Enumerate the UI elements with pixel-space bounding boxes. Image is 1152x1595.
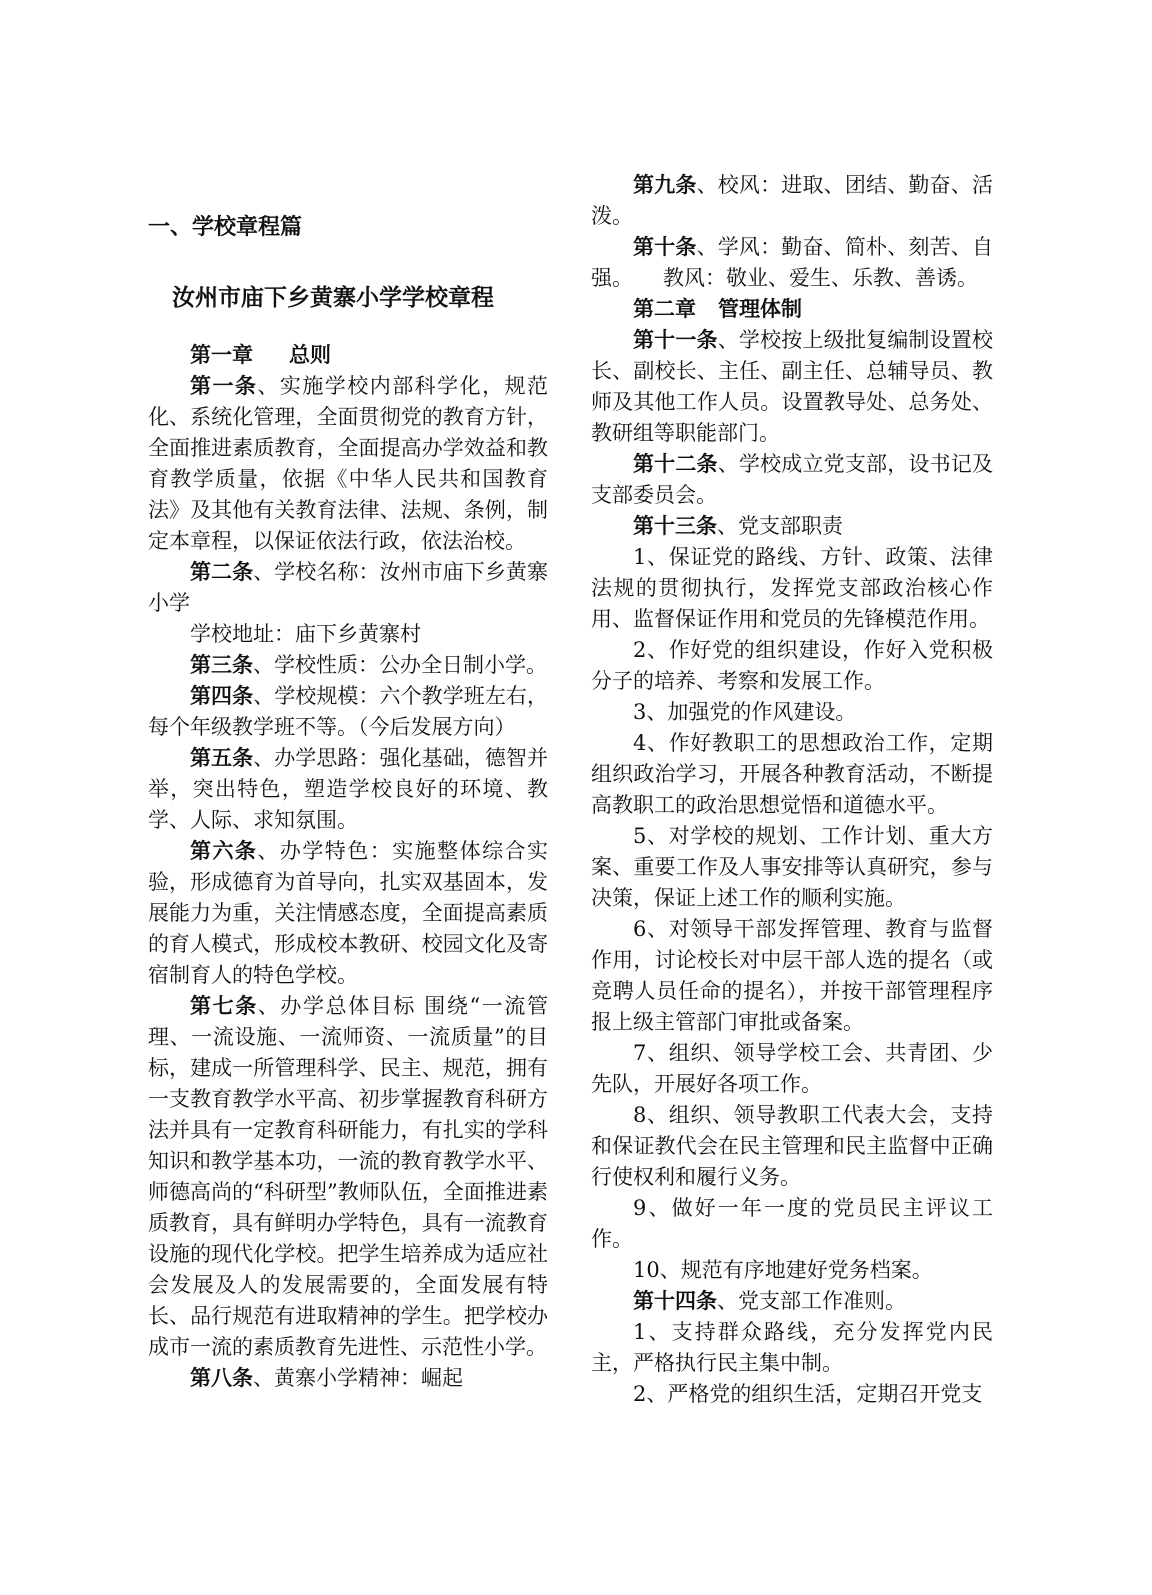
list-item: 4、作好教职工的思想政治工作，定期组织政治学习，开展各种教育活动，不断提高教职工的政治思想觉悟和道德水平。 bbox=[591, 731, 993, 817]
article-text: 、党支部工作准则。 bbox=[717, 1289, 906, 1313]
article-label: 第九条 bbox=[633, 173, 697, 197]
chapter-label: 第一章 bbox=[190, 343, 253, 367]
article-text: 、学校性质：公办全日制小学。 bbox=[253, 653, 547, 677]
article-label: 第四条 bbox=[190, 684, 254, 708]
list-item: 8、组织、领导教职工代表大会，支持和保证教代会在民主管理和民主监督中正确行使权利和履行义务。 bbox=[591, 1103, 993, 1189]
article-text: 、学校按上级批复编制设置校长、副校长、主任、副主任、总辅导员、教师及其他工作人员。设置教导处、总务处、教研组等职能部门。 bbox=[591, 328, 993, 445]
article bbox=[591, 449, 993, 511]
list-item: 9、做好一年一度的党员民主评议工作。 bbox=[591, 1196, 993, 1251]
list-item: 3、加强党的作风建设。 bbox=[633, 700, 857, 724]
article-text: 、实施学校内部科学化，规范化、系统化管理，全面贯彻党的教育方针，全面推进素质教育，全面提高办学效益和教育教学质量，依据《中华人民共和国教育法》及其他有关教育法律、法规、条例，制定本章程，以保证依法行政，依法治校。 bbox=[148, 374, 549, 553]
article-label: 第六条 bbox=[190, 839, 258, 863]
article-text: 、黄寨小学精神：崛起 bbox=[253, 1366, 463, 1390]
article-text: 、办学特色：实施整体综合实验，形成德育为首导向，扎实双基固本，发展能力为重，关注情感态度，全面提高素质的育人模式，形成校本教研、校园文化及寄宿制育人的特色学校。 bbox=[148, 839, 549, 987]
chapter-name: 总则 bbox=[289, 343, 331, 367]
article bbox=[148, 650, 548, 681]
article bbox=[591, 170, 993, 232]
article-label: 第十一条 bbox=[633, 328, 718, 352]
article bbox=[148, 557, 548, 619]
article bbox=[148, 991, 548, 1363]
article-label: 第八条 bbox=[190, 1366, 253, 1390]
article-label: 第十四条 bbox=[633, 1289, 717, 1313]
article bbox=[591, 511, 993, 542]
article-text: 、办学思路：强化基础，德智并举，突出特色，塑造学校良好的环境、教学、人际、求知氛围。 bbox=[148, 746, 548, 832]
document-title: 汝州市庙下乡黄寨小学学校章程 bbox=[172, 285, 494, 311]
article-label: 第十二条 bbox=[633, 452, 718, 476]
list-item: 2、作好党的组织建设，作好入党积极分子的培养、考察和发展工作。 bbox=[591, 638, 993, 693]
article-text: 、党支部职责 bbox=[717, 514, 843, 538]
article-label: 第十三条 bbox=[633, 514, 717, 538]
article bbox=[148, 836, 548, 991]
list-item: 6、对领导干部发挥管理、教育与监督作用，讨论校长对中层干部人选的提名（或竞聘人员任命的提名），并按干部管理程序报上级主管部门审批或备案。 bbox=[591, 917, 993, 1034]
article-text: 、校风：进取、团结、勤奋、活泼。 bbox=[591, 173, 993, 228]
section-title: 一、学校章程篇 bbox=[148, 215, 303, 240]
article-label: 第三条 bbox=[190, 653, 253, 677]
article-text: 、学校名称：汝州市庙下乡黄寨小学 bbox=[148, 560, 548, 615]
list-item: 1、保证党的路线、方针、政策、法律法规的贯彻执行，发挥党支部政治核心作用、监督保证作用和党员的先锋模范作用。 bbox=[591, 545, 993, 631]
list-item: 5、对学校的规划、工作计划、重大方案、重要工作及人事安排等认真研究，参与决策，保证上述工作的顺利实施。 bbox=[591, 824, 993, 910]
left-column bbox=[148, 170, 548, 1394]
list-item: 10、规范有序地建好党务档案。 bbox=[633, 1258, 933, 1282]
list-item: 1、支持群众路线，充分发挥党内民主，严格执行民主集中制。 bbox=[591, 1320, 993, 1375]
article bbox=[591, 325, 993, 449]
article bbox=[148, 743, 548, 836]
article bbox=[591, 232, 993, 294]
article-label: 第五条 bbox=[190, 746, 254, 770]
article bbox=[591, 1286, 993, 1317]
article-text: 、学校规模：六个教学班左右，每个年级教学班不等。（今后发展方向） bbox=[148, 684, 548, 739]
article bbox=[148, 681, 548, 743]
article-label: 第二条 bbox=[190, 560, 254, 584]
article bbox=[148, 1363, 548, 1394]
chapter-heading bbox=[190, 340, 548, 371]
list-item: 2、严格党的组织生活，定期召开党支 bbox=[633, 1382, 983, 1406]
teaching-style: 教风：敬业、爱生、乐教、善诱。 bbox=[663, 266, 978, 290]
school-address: 学校地址：庙下乡黄寨村 bbox=[190, 622, 421, 646]
article-text: 、办学总体目标 围绕“一流管理、一流设施、一流师资、一流质量”的目标，建成一所管理科学、民主、规范，拥有一支教育教学水平高、初步掌握教育科研方法并具有一定教育科研能力，有扎实的学科知识和教学基本功，一流的教育教学水平、师德高尚的“科研型”教师队伍，全面推进素质教育，具有鲜明办学特色，具有一流教育设施的现代化学校。把学生培养成为适应社会发展及人的发展需要的，全面发展有特长、品行规范有进取精神的学生。把学校办成市一流的素质教育先进性、示范性小学。 bbox=[148, 994, 548, 1359]
chapter-heading bbox=[633, 294, 993, 325]
article-label: 第七条 bbox=[190, 994, 258, 1018]
article-text: 、学校成立党支部，设书记及支部委员会。 bbox=[591, 452, 993, 507]
article-text: 、学风：勤奋、简朴、刻苦、自强。 bbox=[591, 235, 993, 290]
article-label: 第一条 bbox=[190, 374, 258, 398]
right-column bbox=[591, 170, 993, 1410]
list-item: 7、组织、领导学校工会、共青团、少先队，开展好各项工作。 bbox=[591, 1041, 993, 1096]
chapter-label: 第二章 bbox=[633, 297, 696, 321]
chapter-name: 管理体制 bbox=[718, 297, 802, 321]
article-label: 第十条 bbox=[633, 235, 697, 259]
article bbox=[148, 371, 548, 557]
